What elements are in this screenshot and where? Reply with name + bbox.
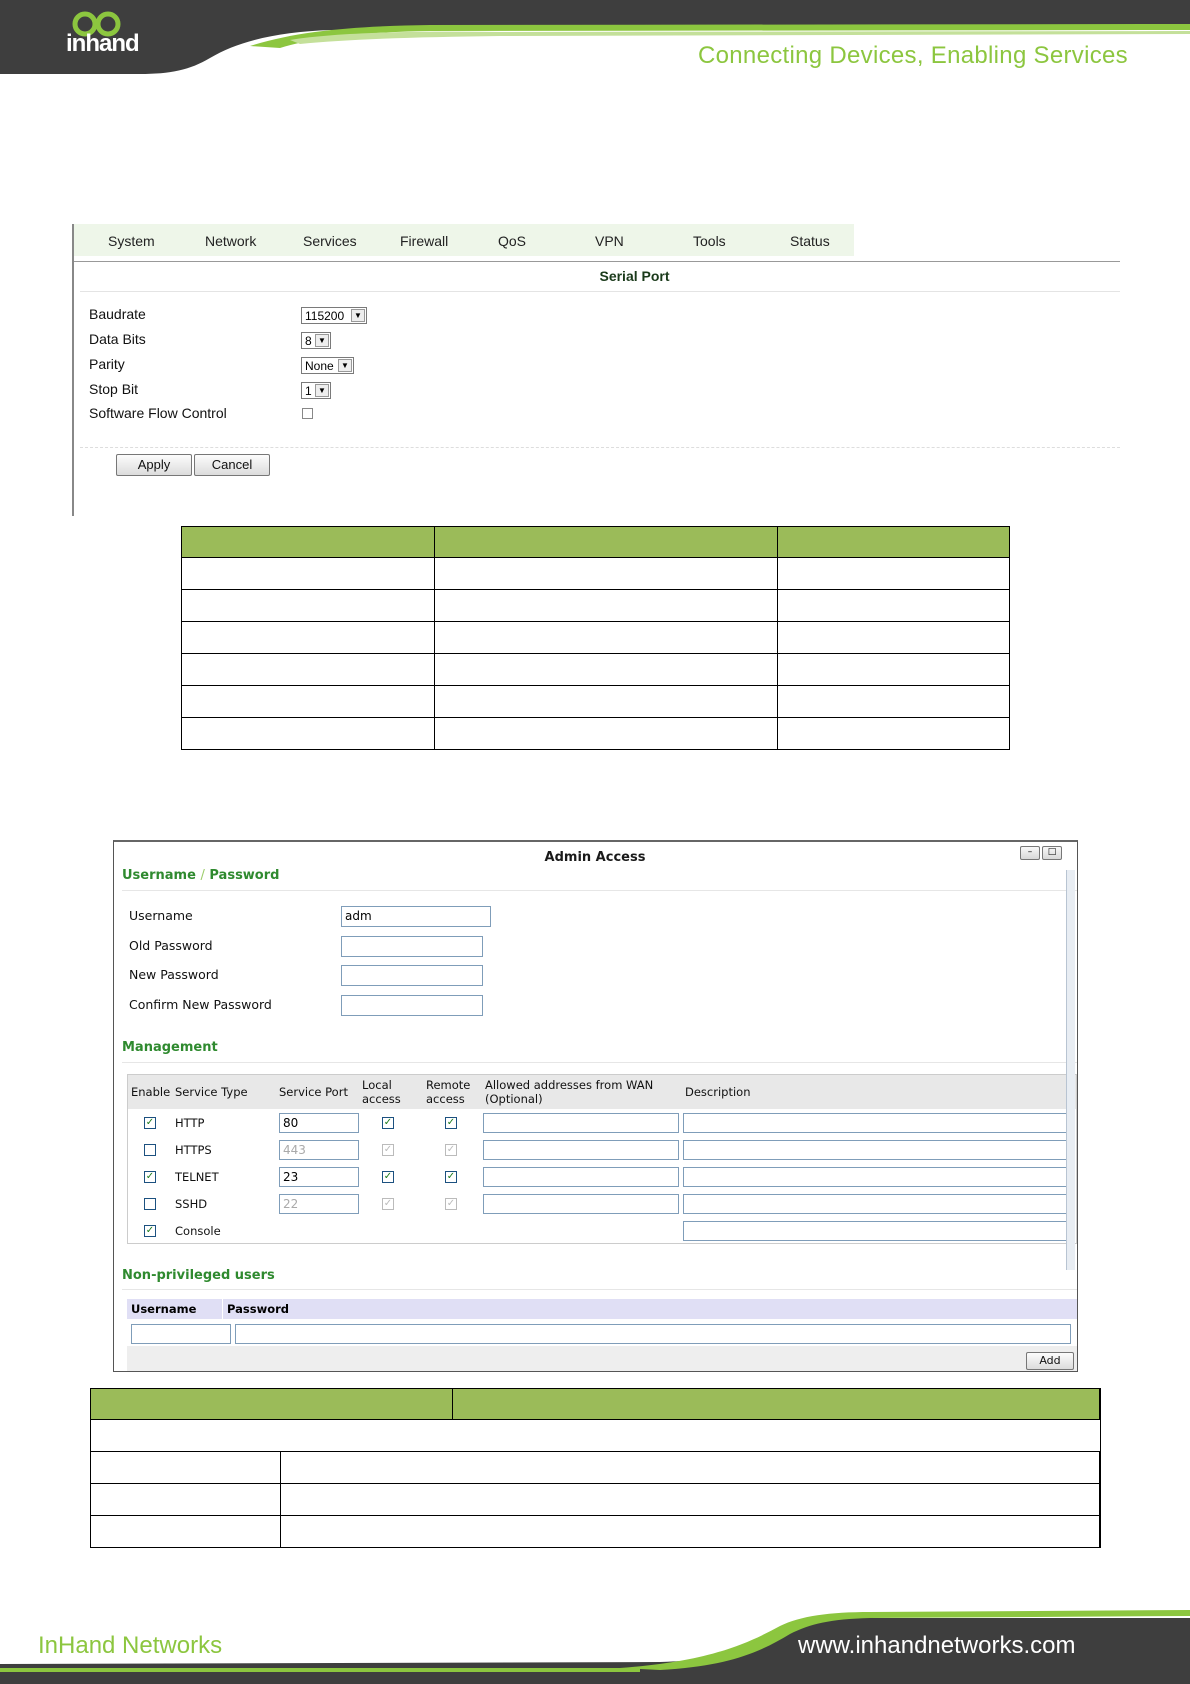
- header-local-access: Local access: [362, 1078, 401, 1106]
- telnet-allowed-input[interactable]: [483, 1167, 679, 1187]
- maximize-icon[interactable]: □: [1042, 846, 1062, 860]
- vertical-scrollbar[interactable]: [1066, 870, 1075, 1270]
- admin-access-title: Admin Access: [544, 850, 646, 865]
- serial-port-title: Serial Port: [599, 268, 670, 284]
- username-label: Username: [129, 908, 193, 923]
- sshd-description-input[interactable]: [683, 1194, 1073, 1214]
- telnet-remote-checkbox[interactable]: ✓: [446, 1171, 456, 1182]
- http-description-input[interactable]: [683, 1113, 1073, 1133]
- footer-website[interactable]: www.inhandnetworks.com: [798, 1632, 1076, 1659]
- top-nav-bar: [74, 224, 854, 256]
- new-password-label: New Password: [129, 967, 219, 982]
- https-allowed-input[interactable]: [483, 1140, 679, 1160]
- http-service-label: HTTP: [175, 1116, 205, 1130]
- non-privileged-table-footer: [127, 1346, 1077, 1372]
- management-section-title: Management: [122, 1040, 218, 1055]
- baudrate-value: 115200: [305, 309, 345, 323]
- console-enable-checkbox[interactable]: ✓: [145, 1225, 155, 1236]
- sshd-port-input[interactable]: 22: [279, 1194, 359, 1214]
- admin-access-screenshot: [113, 840, 1078, 1372]
- http-enable-checkbox[interactable]: ✓: [145, 1117, 155, 1128]
- logo-wordmark: inhand: [66, 30, 139, 57]
- nav-tools[interactable]: Tools: [693, 233, 726, 249]
- header-tagline: Connecting Devices, Enabling Services: [698, 42, 1128, 69]
- https-port-input[interactable]: 443: [279, 1140, 359, 1160]
- https-description-input[interactable]: [683, 1140, 1073, 1160]
- data-bits-label: Data Bits: [89, 331, 146, 347]
- chevron-down-icon: ▼: [315, 384, 329, 397]
- sshd-service-label: SSHD: [175, 1197, 208, 1211]
- flow-control-label: Software Flow Control: [89, 405, 227, 421]
- sshd-local-checkbox[interactable]: ✓: [383, 1198, 393, 1209]
- nav-status[interactable]: Status: [790, 233, 830, 249]
- nav-firewall[interactable]: Firewall: [400, 233, 449, 249]
- add-user-button[interactable]: Add: [1026, 1352, 1074, 1370]
- cancel-button[interactable]: Cancel: [194, 454, 270, 476]
- telnet-local-checkbox[interactable]: ✓: [383, 1171, 393, 1182]
- confirm-password-input[interactable]: [341, 995, 483, 1016]
- management-table: [127, 1074, 1077, 1244]
- admin-parameter-table: [90, 1388, 1101, 1548]
- console-description-input[interactable]: [683, 1221, 1073, 1241]
- np-username-input[interactable]: [131, 1324, 231, 1344]
- credentials-section-title: [122, 868, 279, 883]
- header-description: Description: [685, 1085, 751, 1099]
- username-input[interactable]: adm: [341, 906, 491, 927]
- data-bits-value: 8: [305, 334, 312, 348]
- http-local-checkbox[interactable]: ✓: [383, 1117, 393, 1128]
- sshd-remote-checkbox[interactable]: ✓: [446, 1198, 456, 1209]
- stop-bit-label: Stop Bit: [89, 381, 139, 397]
- http-allowed-input[interactable]: [483, 1113, 679, 1133]
- header-enable: Enable: [131, 1085, 171, 1099]
- section-username: Username: [122, 868, 196, 883]
- apply-button[interactable]: Apply: [116, 454, 192, 476]
- parity-value: None: [305, 359, 334, 373]
- nav-vpn[interactable]: VPN: [595, 233, 624, 249]
- http-port-input[interactable]: 80: [279, 1113, 359, 1133]
- nav-network[interactable]: Network: [205, 233, 257, 249]
- telnet-service-label: TELNET: [175, 1170, 219, 1184]
- serial-port-screenshot: [72, 222, 1122, 517]
- section-separator: /: [200, 868, 205, 883]
- old-password-label: Old Password: [129, 938, 213, 953]
- chevron-down-icon: ▼: [351, 309, 365, 322]
- parity-select[interactable]: [301, 357, 354, 374]
- np-username-header: Username: [131, 1302, 197, 1316]
- old-password-input[interactable]: [341, 936, 483, 957]
- np-password-header: Password: [227, 1302, 289, 1316]
- baudrate-select[interactable]: [301, 307, 367, 324]
- sshd-allowed-input[interactable]: [483, 1194, 679, 1214]
- chevron-down-icon: ▼: [338, 359, 352, 372]
- chevron-down-icon: ▼: [315, 334, 329, 347]
- nav-services[interactable]: Services: [303, 233, 357, 249]
- minimize-icon[interactable]: –: [1020, 846, 1040, 860]
- https-enable-checkbox[interactable]: [144, 1144, 156, 1156]
- nav-qos[interactable]: QoS: [498, 233, 527, 249]
- https-local-checkbox[interactable]: ✓: [383, 1144, 393, 1155]
- header-service-type: Service Type: [175, 1085, 248, 1099]
- telnet-enable-checkbox[interactable]: ✓: [145, 1171, 155, 1182]
- management-table-header: [128, 1075, 1076, 1109]
- http-remote-checkbox[interactable]: ✓: [446, 1117, 456, 1128]
- stop-bit-value: 1: [305, 384, 312, 398]
- header-allowed-addresses: Allowed addresses from WAN (Optional): [485, 1078, 654, 1106]
- footer-company-name: InHand Networks: [38, 1632, 223, 1659]
- telnet-port-input[interactable]: 23: [279, 1167, 359, 1187]
- new-password-input[interactable]: [341, 965, 483, 986]
- confirm-password-label: Confirm New Password: [129, 997, 272, 1012]
- non-privileged-section-title: Non-privileged users: [122, 1268, 275, 1283]
- baudrate-label: Baudrate: [89, 306, 146, 322]
- np-password-input[interactable]: [235, 1324, 1071, 1344]
- telnet-description-input[interactable]: [683, 1167, 1073, 1187]
- data-bits-select[interactable]: [301, 332, 331, 349]
- console-service-label: Console: [175, 1224, 221, 1238]
- parity-label: Parity: [89, 356, 125, 372]
- header-service-port: Service Port: [279, 1085, 348, 1099]
- stop-bit-select[interactable]: [301, 382, 331, 399]
- serial-parameter-table: [181, 526, 1010, 750]
- flow-control-checkbox[interactable]: [302, 408, 313, 419]
- section-password: Password: [209, 868, 280, 883]
- https-remote-checkbox[interactable]: ✓: [446, 1144, 456, 1155]
- https-service-label: HTTPS: [175, 1143, 212, 1157]
- nav-system[interactable]: System: [108, 233, 155, 249]
- non-privileged-table-header: [127, 1299, 1077, 1319]
- sshd-enable-checkbox[interactable]: [144, 1198, 156, 1210]
- header-remote-access: Remote access: [426, 1078, 471, 1106]
